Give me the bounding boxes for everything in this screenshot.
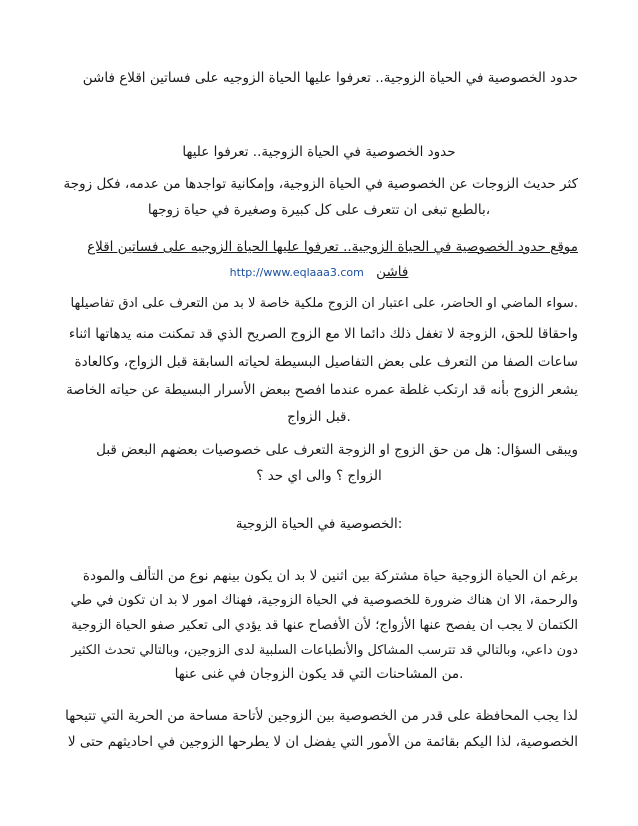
paragraph-line: كثر حديث الزوجات عن الخصوصية في الحياة الزوجية، وإمكانية تواجدها من عدمه، فكل زوجة (63, 176, 578, 192)
paragraph-line: الخصوصية، لذا اليكم بقائمة من الأمور التي يفضل ان لا يطرحها الزوجين في احاديثهم حتى لا (67, 734, 578, 750)
paragraph-line: ،بالطبع تبغى ان تتعرف على كل كبيرة وصغيرة في حياة زوجها (147, 202, 491, 218)
paragraph-line: الزواج ؟ والى اي حد ؟ (256, 468, 382, 484)
source-link-text[interactable]: فاشن (376, 264, 409, 280)
paragraph-line: واحقاقا للحق، الزوجة لا تغفل ذلك دائما الا مع الزوج الصريح الذي قد تمكنت منه يدهاتها اثناء (68, 326, 578, 342)
doc-subheading: حدود الخصوصية في الحياة الزوجية.. تعرفوا عليها (182, 144, 456, 160)
source-link-line[interactable]: موقع حدود الخصوصية في الحياة الزوجية.. تعرفوا عليها الحياة الزوجيه على فساتين اقلاع (87, 239, 578, 255)
source-url[interactable]: http://www.eqlaaa3.com (229, 266, 364, 279)
source-link-line-2[interactable] (0, 262, 638, 283)
doc-heading: حدود الخصوصية في الحياة الزوجية.. تعرفوا عليها الحياة الزوجيه على فساتين اقلاع فاشن (82, 70, 578, 86)
paragraph-line: .قبل الزواج (287, 409, 351, 425)
paragraph-line: ويبقى السؤال: هل من حق الزوج او الزوجة التعرف على خصوصيات بعضهم البعض قبل (96, 442, 578, 458)
paragraph-line: .سواء الماضي او الحاضر، على اعتبار ان الزوج ملكية خاصة لا بد من التعرف على ادق تفاصيلها (70, 296, 578, 311)
paragraph-line: لذا يجب المحافظة على قدر من الخصوصية بين الزوجين لأتاحة مساحة من الحرية التي تتيحها (65, 708, 578, 724)
section-title: :الخصوصية في الحياة الزوجية (235, 516, 403, 532)
paragraph-line: برغم ان الحياة الزوجية حياة مشتركة بين اثنين لا بد ان يكون بينهم نوع من التألف والمودة (82, 568, 578, 584)
paragraph-line: دون داعي، وبالتالي قد تترسب المشاكل والأنطباعات السلبية لدى الزوجين، وبالتالي تحدث الكثير (71, 643, 578, 658)
paragraph-line: والرحمة، الا ان هناك ضرورة للخصوصية في الحياة الزوجية، فهناك امور لا بد ان تكون في طي (70, 593, 578, 608)
paragraph-line: .من المشاحنات التي قد يكون الزوجان في غنى عنها (174, 666, 464, 682)
paragraph-line: الكتمان لا يجب ان يفصح عنها الأزواج؛ لأن الأفصاح عنها قد يؤدي الى تعكير صفو الحياة الزوجية (71, 618, 578, 633)
paragraph-line: ساعات الصفا من التعرف على بعض التفاصيل البسيطة لحياته السابقة قبل الزواج، وكالعادة (74, 354, 578, 370)
paragraph-line: يشعر الزوج بأنه قد ارتكب غلطة عمره عندما افصح ببعض الأسرار البسيطة عن حياته الخاصة (66, 382, 578, 398)
